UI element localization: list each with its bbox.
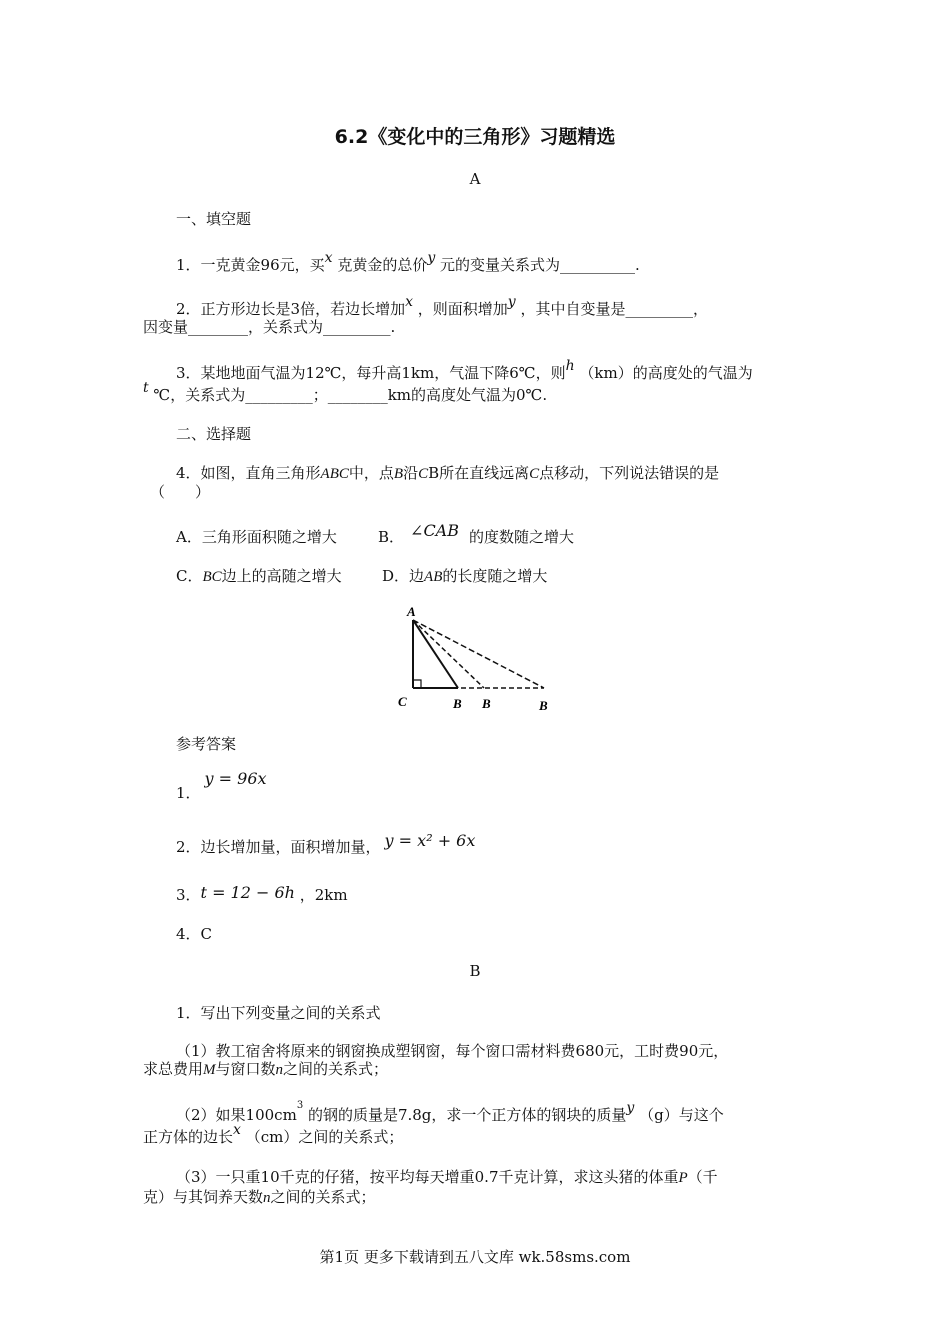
b1-2-line2	[143, 1122, 404, 1147]
q2-text-pre: 2．正方形边长是3倍，若边长增加	[176, 300, 406, 318]
q3-text-pre: 3．某地地面气温为12℃，每升高1km，气温下降6℃，则	[176, 364, 566, 382]
b1-1-var-m: M	[203, 1062, 216, 1078]
answer-2-text: 2．边长增加量，面积增加量，	[176, 838, 381, 856]
answer-1	[176, 769, 267, 803]
question-4-line2: （ ）	[150, 483, 211, 501]
option-c-label: C．	[176, 567, 203, 585]
b1-3-line2	[143, 1186, 376, 1207]
label-b1: B	[453, 696, 462, 711]
b1-3-var-n: n	[263, 1190, 271, 1206]
b1-3-text-line2-post: 之间的关系式；	[270, 1188, 376, 1206]
b1-heading: 1．写出下列变量之间的关系式	[176, 1004, 381, 1022]
option-b	[378, 521, 575, 547]
b1-3-var-p: P	[678, 1170, 688, 1186]
answer-3-post: ，2km	[294, 886, 348, 904]
b1-2-text-mid: 的钢的质量是7.8g，求一个正方体的钢块的质量	[303, 1106, 627, 1124]
b1-1-text-mid: 与窗口数	[215, 1060, 276, 1078]
right-angle-mark	[413, 680, 421, 688]
b1-1-text-pre: 求总费用	[143, 1060, 204, 1078]
option-a: A．三角形面积随之增大	[176, 528, 337, 546]
page-footer: 第1页 更多下载请到五八文库 wk.58sms.com	[319, 1248, 631, 1266]
b1-3-text-pre: （3）一只重10千克的仔猪，按平均每天增重0.7千克计算，求这头猪的体重	[176, 1168, 679, 1186]
option-c-text: 边上的高随之增大	[221, 567, 342, 585]
question-1	[176, 250, 640, 275]
q4-text-e: 点移动，下列说法错误的是	[539, 464, 720, 482]
b1-2-var-x: x	[233, 1122, 241, 1138]
question-2-line2: 因变量________，关系式为_________.	[143, 318, 396, 336]
b1-2-line1	[176, 1100, 724, 1125]
q2-var-y: y	[507, 294, 516, 310]
q2-text-post: ，其中自变量是_________，	[515, 300, 708, 318]
q2-var-x: x	[405, 294, 413, 310]
q4-var-abc: ABC	[320, 466, 349, 482]
q1-var-x: x	[324, 250, 333, 266]
hypotenuse-2	[413, 620, 484, 688]
answer-1-expr: y = 96x	[204, 769, 267, 788]
option-d-label: D．边	[382, 567, 425, 585]
q4-var-c: C	[529, 466, 540, 482]
b1-2-text-post: （g）与这个	[634, 1106, 724, 1124]
q4-text-b: 中，点	[348, 464, 394, 482]
b1-3-text-line2-pre: 克）与其饲养天数	[143, 1188, 264, 1206]
q4-text-d: B所在直线远离	[428, 464, 530, 482]
section-a-label: A	[469, 170, 481, 188]
b1-1-line2	[143, 1058, 388, 1079]
answer-3-num: 3．	[176, 886, 201, 904]
answer-3	[176, 884, 348, 905]
option-d	[382, 565, 547, 586]
part1-heading: 一、填空题	[176, 210, 252, 228]
option-c-var: BC	[202, 569, 222, 585]
q3-var-h: h	[565, 358, 575, 374]
option-d-text: 的长度随之增大	[442, 567, 548, 585]
answer-2-expr: y = x² + 6x	[384, 831, 476, 850]
label-c: C	[398, 694, 407, 709]
b1-2-sup: 3	[296, 1100, 304, 1111]
b1-1-var-n: n	[275, 1062, 284, 1078]
q3-text-line2: ℃，关系式为_________；________km的高度处气温为0℃.	[148, 386, 548, 404]
q1-text-post: 元的变量关系式为__________.	[435, 256, 640, 274]
b1-1-text-post: 之间的关系式；	[283, 1060, 389, 1078]
angle-cab: ∠CAB	[410, 521, 459, 540]
q1-text-mid: 克黄金的总价	[332, 256, 428, 274]
answer-3-expr: t = 12 − 6h	[200, 883, 295, 902]
q2-text-mid: ，则面积增加	[413, 300, 508, 318]
b1-3-text-post: （千	[687, 1168, 718, 1186]
option-b-label: B．	[378, 528, 405, 546]
b1-2-text-line2-pre: 正方体的边长	[143, 1128, 234, 1146]
question-4-line1	[176, 462, 719, 483]
section-b-label: B	[469, 962, 481, 980]
label-b3: B	[539, 698, 548, 713]
option-d-var: AB	[424, 569, 443, 585]
answers-heading: 参考答案	[176, 735, 237, 753]
part2-heading: 二、选择题	[176, 425, 252, 443]
q1-var-y: y	[427, 250, 436, 266]
q3-text-post: （km）的高度处的气温为	[574, 364, 753, 382]
b1-2-var-y: y	[626, 1100, 635, 1116]
option-c	[176, 565, 342, 586]
b1-1-line1: （1）教工宿舍将原来的钢窗换成塑钢窗，每个窗口需材料费680元，工时费90元，	[176, 1042, 729, 1060]
q3-var-t: t	[143, 380, 149, 396]
b1-2-text-line2-post: （cm）之间的关系式；	[240, 1128, 404, 1146]
b1-3-line1	[176, 1166, 718, 1187]
label-b2: B	[482, 696, 491, 711]
triangle-figure	[392, 602, 562, 714]
answer-2	[176, 831, 476, 857]
q4-text-a: 4．如图，直角三角形	[176, 464, 321, 482]
answer-1-num: 1．	[176, 784, 201, 802]
q4-var-cb: C	[418, 466, 429, 482]
hypotenuse-1	[413, 620, 458, 688]
q1-text-pre: 1．一克黄金96元，买	[176, 256, 325, 274]
page-title: 6.2《变化中的三角形》习题精选	[334, 126, 616, 148]
question-3-line2	[143, 380, 548, 405]
label-a: A	[407, 604, 416, 619]
q4-text-c: 沿	[403, 464, 419, 482]
b1-2-text-pre: （2）如果100cm	[176, 1106, 297, 1124]
q4-var-b: B	[393, 466, 404, 482]
hypotenuse-3	[413, 620, 544, 688]
answer-4: 4．C	[176, 925, 213, 943]
option-b-text: 的度数随之增大	[469, 528, 575, 546]
question-3-line1	[176, 358, 753, 383]
